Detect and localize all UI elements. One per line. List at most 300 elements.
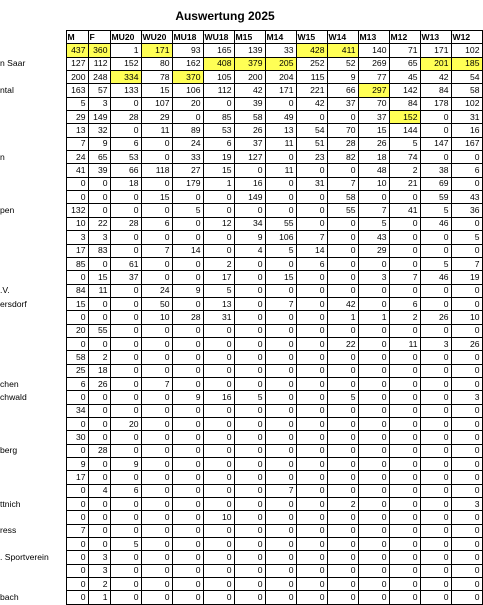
value-cell[interactable]: 0 <box>389 377 420 390</box>
value-cell[interactable]: 0 <box>110 498 141 511</box>
club-name-cell[interactable] <box>0 191 66 204</box>
value-cell[interactable]: 0 <box>141 444 172 457</box>
value-cell[interactable]: 0 <box>234 564 265 577</box>
value-cell[interactable]: 0 <box>389 244 420 257</box>
value-cell[interactable]: 0 <box>110 578 141 591</box>
value-cell[interactable]: 0 <box>66 564 88 577</box>
value-cell[interactable]: 0 <box>265 257 296 270</box>
value-cell[interactable]: 0 <box>389 231 420 244</box>
club-name-cell[interactable] <box>0 564 66 577</box>
value-cell[interactable]: 0 <box>110 244 141 257</box>
value-cell[interactable]: 11 <box>88 284 110 297</box>
club-name-cell[interactable]: bach <box>0 591 66 604</box>
value-cell[interactable]: 84 <box>389 97 420 110</box>
value-cell[interactable]: 0 <box>172 524 203 537</box>
value-cell[interactable]: 0 <box>389 417 420 430</box>
value-cell[interactable]: 10 <box>358 177 389 190</box>
value-cell[interactable]: 16 <box>234 177 265 190</box>
value-cell[interactable]: 0 <box>110 404 141 417</box>
value-cell[interactable]: 0 <box>358 257 389 270</box>
value-cell[interactable]: 3 <box>451 391 482 404</box>
value-cell[interactable]: 0 <box>358 458 389 471</box>
value-cell[interactable]: 26 <box>358 137 389 150</box>
value-cell[interactable]: 0 <box>172 511 203 524</box>
value-cell[interactable]: 0 <box>110 431 141 444</box>
value-cell[interactable]: 11 <box>141 124 172 137</box>
value-cell[interactable]: 0 <box>88 471 110 484</box>
value-cell[interactable]: 0 <box>172 351 203 364</box>
value-cell[interactable]: 0 <box>172 111 203 124</box>
value-cell[interactable]: 39 <box>88 164 110 177</box>
club-name-cell[interactable] <box>0 578 66 591</box>
value-cell[interactable]: 0 <box>296 444 327 457</box>
value-cell[interactable]: 42 <box>234 84 265 97</box>
value-cell[interactable]: 0 <box>172 431 203 444</box>
column-header[interactable]: M <box>66 31 88 44</box>
value-cell[interactable]: 0 <box>358 417 389 430</box>
value-cell[interactable]: 37 <box>110 271 141 284</box>
value-cell[interactable]: 0 <box>451 471 482 484</box>
value-cell[interactable]: 16 <box>451 124 482 137</box>
value-cell[interactable]: 58 <box>66 351 88 364</box>
value-cell[interactable]: 0 <box>110 471 141 484</box>
value-cell[interactable]: 0 <box>141 417 172 430</box>
value-cell[interactable]: 163 <box>66 84 88 97</box>
value-cell[interactable]: 3 <box>451 498 482 511</box>
value-cell[interactable]: 9 <box>66 458 88 471</box>
value-cell[interactable]: 5 <box>327 391 358 404</box>
value-cell[interactable]: 0 <box>141 404 172 417</box>
value-cell[interactable]: 6 <box>203 137 234 150</box>
value-cell[interactable]: 0 <box>451 444 482 457</box>
value-cell[interactable]: 0 <box>296 204 327 217</box>
value-cell[interactable]: 9 <box>110 458 141 471</box>
value-cell[interactable]: 0 <box>327 217 358 230</box>
value-cell[interactable]: 0 <box>203 444 234 457</box>
value-cell[interactable]: 31 <box>296 177 327 190</box>
value-cell[interactable]: 38 <box>420 164 451 177</box>
value-cell[interactable]: 334 <box>110 71 141 84</box>
value-cell[interactable]: 29 <box>358 244 389 257</box>
value-cell[interactable]: 0 <box>327 578 358 591</box>
value-cell[interactable]: 0 <box>265 458 296 471</box>
value-cell[interactable]: 0 <box>389 564 420 577</box>
value-cell[interactable]: 105 <box>203 71 234 84</box>
value-cell[interactable]: 0 <box>110 297 141 310</box>
column-header[interactable]: M13 <box>358 31 389 44</box>
value-cell[interactable]: 65 <box>389 57 420 70</box>
value-cell[interactable]: 200 <box>234 71 265 84</box>
value-cell[interactable]: 127 <box>234 151 265 164</box>
value-cell[interactable]: 0 <box>110 364 141 377</box>
value-cell[interactable]: 37 <box>234 137 265 150</box>
value-cell[interactable]: 2 <box>88 578 110 591</box>
value-cell[interactable]: 0 <box>66 337 88 350</box>
value-cell[interactable]: 3 <box>88 551 110 564</box>
value-cell[interactable]: 0 <box>451 364 482 377</box>
value-cell[interactable]: 0 <box>420 538 451 551</box>
value-cell[interactable]: 0 <box>110 324 141 337</box>
value-cell[interactable]: 0 <box>296 484 327 497</box>
value-cell[interactable]: 0 <box>234 591 265 604</box>
club-name-cell[interactable] <box>0 364 66 377</box>
value-cell[interactable]: 0 <box>141 204 172 217</box>
value-cell[interactable]: 0 <box>265 191 296 204</box>
value-cell[interactable]: 36 <box>451 204 482 217</box>
value-cell[interactable]: 69 <box>420 177 451 190</box>
value-cell[interactable]: 0 <box>234 471 265 484</box>
value-cell[interactable]: 16 <box>203 391 234 404</box>
value-cell[interactable]: 33 <box>172 151 203 164</box>
value-cell[interactable]: 0 <box>265 204 296 217</box>
value-cell[interactable]: 0 <box>451 351 482 364</box>
value-cell[interactable]: 0 <box>296 431 327 444</box>
value-cell[interactable]: 0 <box>265 404 296 417</box>
value-cell[interactable]: 54 <box>296 124 327 137</box>
club-name-cell[interactable] <box>0 231 66 244</box>
value-cell[interactable]: 0 <box>389 471 420 484</box>
value-cell[interactable]: 0 <box>203 351 234 364</box>
value-cell[interactable]: 0 <box>265 311 296 324</box>
value-cell[interactable]: 22 <box>327 337 358 350</box>
value-cell[interactable]: 83 <box>88 244 110 257</box>
value-cell[interactable]: 26 <box>420 311 451 324</box>
value-cell[interactable]: 147 <box>420 137 451 150</box>
value-cell[interactable]: 0 <box>265 551 296 564</box>
club-name-cell[interactable] <box>0 471 66 484</box>
value-cell[interactable]: 133 <box>110 84 141 97</box>
value-cell[interactable]: 0 <box>451 284 482 297</box>
value-cell[interactable]: 0 <box>296 311 327 324</box>
value-cell[interactable]: 0 <box>203 97 234 110</box>
value-cell[interactable]: 0 <box>451 417 482 430</box>
value-cell[interactable]: 411 <box>327 44 358 57</box>
column-header[interactable]: MU20 <box>110 31 141 44</box>
column-header[interactable]: WU18 <box>203 31 234 44</box>
value-cell[interactable]: 65 <box>88 151 110 164</box>
value-cell[interactable]: 0 <box>88 297 110 310</box>
value-cell[interactable]: 0 <box>203 324 234 337</box>
value-cell[interactable]: 46 <box>420 271 451 284</box>
value-cell[interactable]: 0 <box>296 351 327 364</box>
value-cell[interactable]: 185 <box>451 57 482 70</box>
value-cell[interactable]: 0 <box>88 417 110 430</box>
column-header[interactable]: M12 <box>389 31 420 44</box>
value-cell[interactable]: 0 <box>420 404 451 417</box>
club-name-cell[interactable] <box>0 351 66 364</box>
value-cell[interactable]: 5 <box>234 391 265 404</box>
value-cell[interactable]: 0 <box>358 351 389 364</box>
value-cell[interactable]: 0 <box>296 364 327 377</box>
value-cell[interactable]: 17 <box>66 244 88 257</box>
value-cell[interactable]: 0 <box>420 244 451 257</box>
value-cell[interactable]: 3 <box>88 231 110 244</box>
value-cell[interactable]: 7 <box>389 271 420 284</box>
value-cell[interactable]: 142 <box>389 84 420 97</box>
value-cell[interactable]: 0 <box>172 498 203 511</box>
value-cell[interactable]: 20 <box>66 324 88 337</box>
value-cell[interactable]: 6 <box>110 484 141 497</box>
value-cell[interactable]: 0 <box>265 324 296 337</box>
value-cell[interactable]: 0 <box>203 417 234 430</box>
value-cell[interactable]: 0 <box>265 498 296 511</box>
value-cell[interactable]: 1 <box>88 591 110 604</box>
value-cell[interactable]: 106 <box>265 231 296 244</box>
value-cell[interactable]: 0 <box>389 484 420 497</box>
value-cell[interactable]: 0 <box>203 578 234 591</box>
value-cell[interactable]: 14 <box>172 244 203 257</box>
value-cell[interactable]: 21 <box>389 177 420 190</box>
value-cell[interactable]: 84 <box>66 284 88 297</box>
club-name-cell[interactable] <box>0 311 66 324</box>
value-cell[interactable]: 0 <box>110 591 141 604</box>
value-cell[interactable]: 0 <box>296 391 327 404</box>
value-cell[interactable]: 0 <box>110 564 141 577</box>
value-cell[interactable]: 0 <box>234 484 265 497</box>
value-cell[interactable]: 6 <box>389 297 420 310</box>
value-cell[interactable]: 11 <box>265 164 296 177</box>
value-cell[interactable]: 0 <box>265 377 296 390</box>
value-cell[interactable]: 139 <box>234 44 265 57</box>
value-cell[interactable]: 0 <box>451 511 482 524</box>
value-cell[interactable]: 5 <box>172 204 203 217</box>
value-cell[interactable]: 152 <box>389 111 420 124</box>
value-cell[interactable]: 0 <box>420 284 451 297</box>
value-cell[interactable]: 19 <box>451 271 482 284</box>
value-cell[interactable]: 0 <box>451 591 482 604</box>
value-cell[interactable]: 34 <box>234 217 265 230</box>
value-cell[interactable]: 0 <box>172 484 203 497</box>
value-cell[interactable]: 42 <box>327 297 358 310</box>
value-cell[interactable]: 9 <box>88 137 110 150</box>
value-cell[interactable]: 0 <box>203 538 234 551</box>
value-cell[interactable]: 0 <box>451 177 482 190</box>
value-cell[interactable]: 0 <box>296 337 327 350</box>
value-cell[interactable]: 0 <box>358 538 389 551</box>
value-cell[interactable]: 1 <box>110 44 141 57</box>
value-cell[interactable]: 33 <box>265 44 296 57</box>
value-cell[interactable]: 0 <box>420 471 451 484</box>
value-cell[interactable]: 28 <box>110 217 141 230</box>
value-cell[interactable]: 0 <box>172 191 203 204</box>
value-cell[interactable]: 0 <box>420 364 451 377</box>
value-cell[interactable]: 0 <box>234 284 265 297</box>
value-cell[interactable]: 51 <box>296 137 327 150</box>
value-cell[interactable]: 0 <box>389 391 420 404</box>
value-cell[interactable]: 3 <box>88 564 110 577</box>
value-cell[interactable]: 6 <box>141 217 172 230</box>
value-cell[interactable]: 5 <box>420 204 451 217</box>
value-cell[interactable]: 0 <box>265 538 296 551</box>
value-cell[interactable]: 0 <box>358 444 389 457</box>
value-cell[interactable]: 0 <box>451 377 482 390</box>
value-cell[interactable]: 24 <box>172 137 203 150</box>
club-name-cell[interactable] <box>0 271 66 284</box>
value-cell[interactable]: 360 <box>88 44 110 57</box>
value-cell[interactable]: 58 <box>327 191 358 204</box>
value-cell[interactable]: 7 <box>358 204 389 217</box>
value-cell[interactable]: 0 <box>66 191 88 204</box>
value-cell[interactable]: 0 <box>420 324 451 337</box>
value-cell[interactable]: 0 <box>296 458 327 471</box>
value-cell[interactable]: 0 <box>234 271 265 284</box>
value-cell[interactable]: 102 <box>451 44 482 57</box>
club-name-cell[interactable] <box>0 337 66 350</box>
value-cell[interactable]: 43 <box>358 231 389 244</box>
value-cell[interactable]: 0 <box>110 391 141 404</box>
value-cell[interactable]: 0 <box>327 511 358 524</box>
value-cell[interactable]: 0 <box>327 551 358 564</box>
value-cell[interactable]: 0 <box>420 297 451 310</box>
club-name-cell[interactable]: chen <box>0 377 66 390</box>
value-cell[interactable]: 7 <box>296 231 327 244</box>
value-cell[interactable]: 10 <box>66 217 88 230</box>
value-cell[interactable]: 0 <box>203 484 234 497</box>
value-cell[interactable]: 0 <box>141 257 172 270</box>
value-cell[interactable]: 66 <box>327 84 358 97</box>
value-cell[interactable]: 0 <box>110 311 141 324</box>
value-cell[interactable]: 0 <box>203 498 234 511</box>
value-cell[interactable]: 31 <box>203 311 234 324</box>
value-cell[interactable]: 7 <box>141 244 172 257</box>
value-cell[interactable]: 379 <box>234 57 265 70</box>
value-cell[interactable]: 24 <box>66 151 88 164</box>
value-cell[interactable]: 0 <box>327 231 358 244</box>
club-name-cell[interactable] <box>0 244 66 257</box>
club-name-cell[interactable]: . Sportverein <box>0 551 66 564</box>
value-cell[interactable]: 0 <box>234 364 265 377</box>
value-cell[interactable]: 17 <box>203 271 234 284</box>
value-cell[interactable]: 0 <box>141 337 172 350</box>
value-cell[interactable]: 7 <box>265 484 296 497</box>
value-cell[interactable]: 0 <box>88 337 110 350</box>
club-name-cell[interactable] <box>0 217 66 230</box>
value-cell[interactable]: 28 <box>327 137 358 150</box>
value-cell[interactable]: 14 <box>296 244 327 257</box>
value-cell[interactable]: 15 <box>203 164 234 177</box>
value-cell[interactable]: 7 <box>141 377 172 390</box>
value-cell[interactable]: 41 <box>389 204 420 217</box>
value-cell[interactable]: 0 <box>327 524 358 537</box>
value-cell[interactable]: 0 <box>203 471 234 484</box>
club-name-cell[interactable] <box>0 417 66 430</box>
value-cell[interactable]: 0 <box>451 484 482 497</box>
value-cell[interactable]: 0 <box>172 297 203 310</box>
value-cell[interactable]: 66 <box>110 164 141 177</box>
value-cell[interactable]: 0 <box>172 538 203 551</box>
value-cell[interactable]: 10 <box>141 311 172 324</box>
value-cell[interactable]: 77 <box>358 71 389 84</box>
club-name-cell[interactable]: ttnich <box>0 498 66 511</box>
value-cell[interactable]: 85 <box>203 111 234 124</box>
value-cell[interactable]: 167 <box>451 137 482 150</box>
value-cell[interactable]: 0 <box>110 191 141 204</box>
value-cell[interactable]: 0 <box>296 471 327 484</box>
value-cell[interactable]: 0 <box>110 511 141 524</box>
value-cell[interactable]: 55 <box>327 204 358 217</box>
value-cell[interactable]: 0 <box>420 351 451 364</box>
value-cell[interactable]: 0 <box>420 458 451 471</box>
value-cell[interactable]: 15 <box>358 124 389 137</box>
value-cell[interactable]: 269 <box>358 57 389 70</box>
value-cell[interactable]: 0 <box>88 204 110 217</box>
value-cell[interactable]: 140 <box>358 44 389 57</box>
value-cell[interactable]: 0 <box>234 417 265 430</box>
value-cell[interactable]: 0 <box>327 564 358 577</box>
value-cell[interactable]: 74 <box>389 151 420 164</box>
value-cell[interactable]: 27 <box>172 164 203 177</box>
value-cell[interactable]: 6 <box>296 257 327 270</box>
value-cell[interactable]: 28 <box>110 111 141 124</box>
value-cell[interactable]: 0 <box>327 284 358 297</box>
value-cell[interactable]: 0 <box>141 137 172 150</box>
value-cell[interactable]: 9 <box>172 391 203 404</box>
value-cell[interactable]: 32 <box>88 124 110 137</box>
value-cell[interactable]: 34 <box>66 404 88 417</box>
value-cell[interactable]: 0 <box>420 444 451 457</box>
value-cell[interactable]: 0 <box>296 271 327 284</box>
value-cell[interactable]: 0 <box>141 324 172 337</box>
value-cell[interactable]: 0 <box>389 591 420 604</box>
value-cell[interactable]: 0 <box>172 377 203 390</box>
value-cell[interactable]: 5 <box>358 217 389 230</box>
value-cell[interactable]: 0 <box>234 511 265 524</box>
value-cell[interactable]: 428 <box>296 44 327 57</box>
value-cell[interactable]: 0 <box>265 471 296 484</box>
value-cell[interactable]: 0 <box>234 377 265 390</box>
value-cell[interactable]: 0 <box>203 191 234 204</box>
value-cell[interactable]: 29 <box>66 111 88 124</box>
club-name-cell[interactable] <box>0 137 66 150</box>
value-cell[interactable]: 0 <box>389 458 420 471</box>
column-header[interactable]: M14 <box>265 31 296 44</box>
value-cell[interactable]: 5 <box>203 284 234 297</box>
value-cell[interactable]: 0 <box>327 271 358 284</box>
value-cell[interactable]: 0 <box>203 591 234 604</box>
value-cell[interactable]: 204 <box>265 71 296 84</box>
club-name-cell[interactable] <box>0 124 66 137</box>
value-cell[interactable]: 0 <box>451 151 482 164</box>
value-cell[interactable]: 437 <box>66 44 88 57</box>
value-cell[interactable]: 0 <box>265 524 296 537</box>
value-cell[interactable]: 20 <box>172 97 203 110</box>
value-cell[interactable]: 0 <box>234 404 265 417</box>
value-cell[interactable]: 0 <box>66 551 88 564</box>
value-cell[interactable]: 0 <box>358 431 389 444</box>
value-cell[interactable]: 171 <box>141 44 172 57</box>
value-cell[interactable]: 0 <box>172 591 203 604</box>
column-header[interactable]: W13 <box>420 31 451 44</box>
value-cell[interactable]: 71 <box>389 44 420 57</box>
value-cell[interactable]: 0 <box>234 444 265 457</box>
value-cell[interactable]: 13 <box>66 124 88 137</box>
value-cell[interactable]: 43 <box>451 191 482 204</box>
value-cell[interactable]: 0 <box>358 404 389 417</box>
value-cell[interactable]: 221 <box>296 84 327 97</box>
value-cell[interactable]: 0 <box>66 591 88 604</box>
club-name-cell[interactable] <box>0 458 66 471</box>
value-cell[interactable]: 6 <box>110 137 141 150</box>
value-cell[interactable]: 0 <box>265 337 296 350</box>
value-cell[interactable]: 57 <box>88 84 110 97</box>
value-cell[interactable]: 6 <box>451 164 482 177</box>
value-cell[interactable]: 0 <box>88 511 110 524</box>
value-cell[interactable]: 9 <box>327 71 358 84</box>
value-cell[interactable]: 0 <box>296 578 327 591</box>
value-cell[interactable]: 0 <box>265 591 296 604</box>
value-cell[interactable]: 0 <box>110 551 141 564</box>
value-cell[interactable]: 0 <box>451 217 482 230</box>
